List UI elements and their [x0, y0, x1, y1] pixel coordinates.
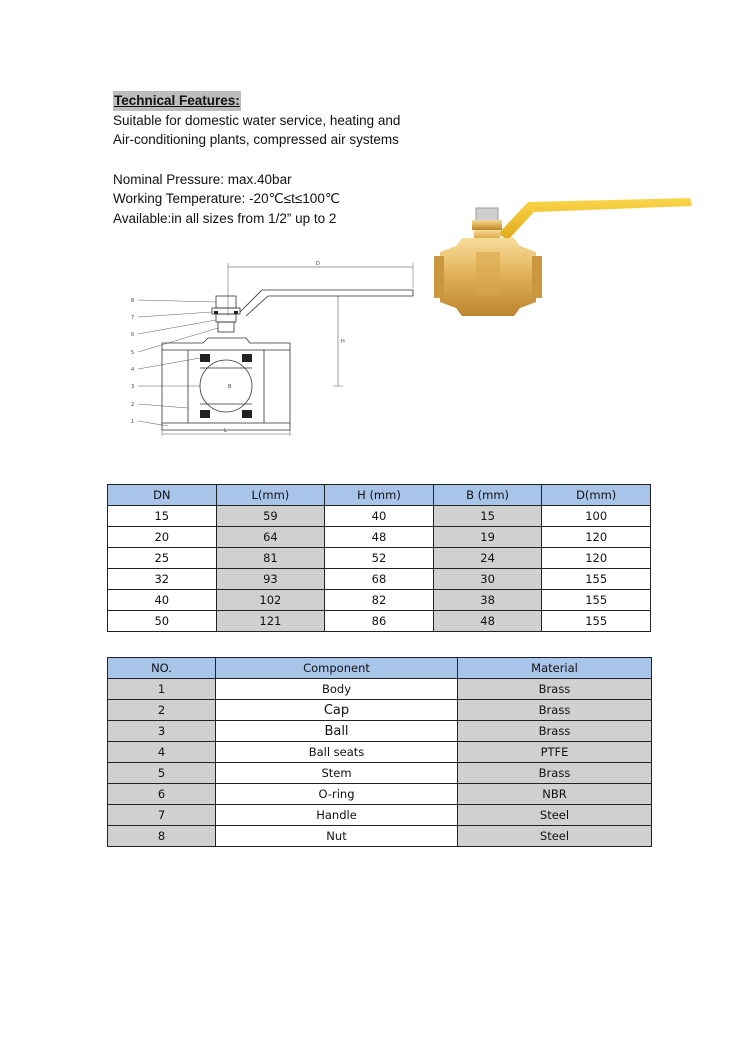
dim-h-label: H — [341, 339, 345, 345]
table-cell: 19 — [433, 527, 542, 548]
table-cell: Stem — [216, 763, 458, 784]
table-row — [108, 590, 651, 611]
table-cell: Brass — [458, 721, 652, 742]
table-cell: 7 — [108, 805, 216, 826]
table-row — [108, 700, 652, 721]
table-cell: 100 — [542, 506, 651, 527]
table-cell: 93 — [216, 569, 325, 590]
available-sizes: Available:in all sizes from 1/2” up to 2 — [113, 210, 337, 226]
table-cell: Steel — [458, 805, 652, 826]
table-cell: 155 — [542, 590, 651, 611]
table-row — [108, 805, 652, 826]
table-row — [108, 763, 652, 784]
table-row — [108, 569, 651, 590]
table-cell: NBR — [458, 784, 652, 805]
table-cell: 82 — [325, 590, 434, 611]
table-cell: 155 — [542, 569, 651, 590]
table-cell: Body — [216, 679, 458, 700]
col-header: D(mm) — [542, 485, 651, 506]
col-header: NO. — [108, 658, 216, 679]
table-cell: 48 — [433, 611, 542, 632]
features-title: Technical Features: — [113, 91, 241, 111]
table-row — [108, 784, 652, 805]
table-cell: 52 — [325, 548, 434, 569]
table-row — [108, 611, 651, 632]
table-cell: 155 — [542, 611, 651, 632]
col-header: H (mm) — [325, 485, 434, 506]
components-header-row — [108, 658, 652, 679]
table-cell: 121 — [216, 611, 325, 632]
table-cell: 86 — [325, 611, 434, 632]
col-header: DN — [108, 485, 217, 506]
table-cell: Cap — [216, 700, 458, 721]
table-cell: 40 — [108, 590, 217, 611]
table-cell: 120 — [542, 548, 651, 569]
table-cell: 24 — [433, 548, 542, 569]
table-cell: 8 — [108, 826, 216, 847]
table-cell: 5 — [108, 763, 216, 784]
table-row — [108, 721, 652, 742]
table-cell: Nut — [216, 826, 458, 847]
table-cell: 102 — [216, 590, 325, 611]
table-row — [108, 826, 652, 847]
table-cell: 15 — [433, 506, 542, 527]
table-row — [108, 548, 651, 569]
callout-3: 3 — [131, 384, 135, 390]
working-temperature: Working Temperature: -20℃≤t≤100℃ — [113, 191, 340, 206]
table-cell: 68 — [325, 569, 434, 590]
table-cell: O-ring — [216, 784, 458, 805]
table-row — [108, 527, 651, 548]
callout-8: 8 — [131, 298, 135, 304]
table-cell: 2 — [108, 700, 216, 721]
table-cell: 50 — [108, 611, 217, 632]
table-cell: 1 — [108, 679, 216, 700]
table-cell: Ball seats — [216, 742, 458, 763]
callout-7: 7 — [131, 315, 135, 321]
col-header: L(mm) — [216, 485, 325, 506]
callout-5: 5 — [131, 350, 135, 356]
table-cell: 15 — [108, 506, 217, 527]
valve-technical-drawing — [128, 258, 428, 436]
col-header: Component — [216, 658, 458, 679]
table-cell: Brass — [458, 700, 652, 721]
features-line-1: Suitable for domestic water service, heating and — [113, 112, 401, 128]
table-row — [108, 679, 652, 700]
table-cell: 64 — [216, 527, 325, 548]
col-header: B (mm) — [433, 485, 542, 506]
dim-l-label: L — [224, 428, 227, 434]
table-cell: 81 — [216, 548, 325, 569]
dimensions-table — [107, 484, 651, 632]
callout-6: 6 — [131, 332, 135, 338]
technical-features — [113, 91, 443, 228]
table-cell: 59 — [216, 506, 325, 527]
table-cell: Steel — [458, 826, 652, 847]
table-cell: 30 — [433, 569, 542, 590]
dim-b-label: B — [228, 384, 232, 390]
table-cell: 120 — [542, 527, 651, 548]
nominal-pressure: Nominal Pressure: max.40bar — [113, 171, 292, 187]
table-cell: 32 — [108, 569, 217, 590]
table-cell: Brass — [458, 763, 652, 784]
callout-1: 1 — [131, 419, 135, 425]
table-cell: 38 — [433, 590, 542, 611]
table-cell: 48 — [325, 527, 434, 548]
table-cell: 6 — [108, 784, 216, 805]
table-cell: 3 — [108, 721, 216, 742]
callout-4: 4 — [131, 367, 135, 373]
table-cell: PTFE — [458, 742, 652, 763]
table-cell: Handle — [216, 805, 458, 826]
table-cell: Brass — [458, 679, 652, 700]
dim-d-label: D — [316, 261, 320, 267]
valve-product-photo — [432, 190, 694, 318]
table-cell: 20 — [108, 527, 217, 548]
table-cell: 25 — [108, 548, 217, 569]
table-cell: 40 — [325, 506, 434, 527]
callout-2: 2 — [131, 402, 135, 408]
table-cell: 4 — [108, 742, 216, 763]
features-line-2: Air-conditioning plants, compressed air systems — [113, 132, 399, 147]
table-row — [108, 506, 651, 527]
dimensions-header-row — [108, 485, 651, 506]
col-header: Material — [458, 658, 652, 679]
table-row — [108, 742, 652, 763]
components-table — [107, 657, 652, 847]
table-cell: Ball — [216, 721, 458, 742]
